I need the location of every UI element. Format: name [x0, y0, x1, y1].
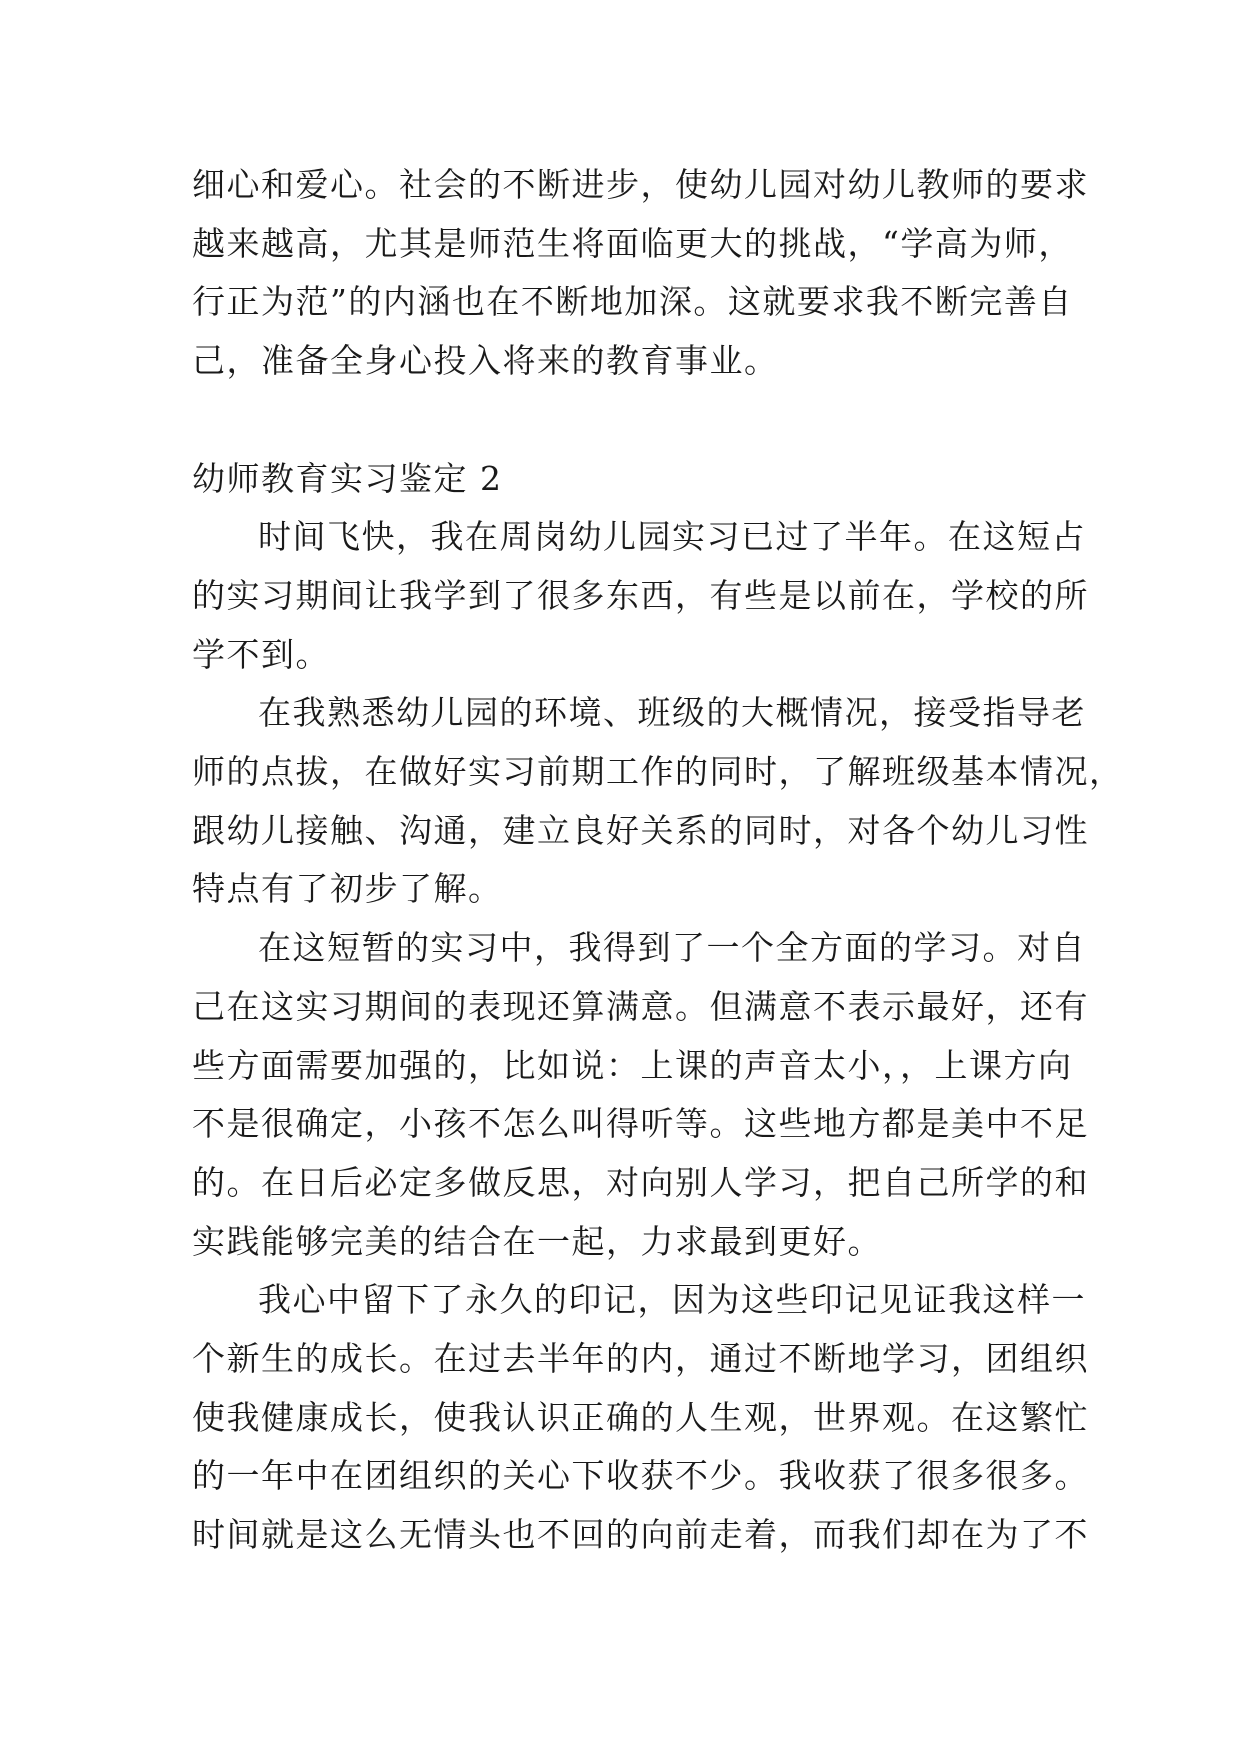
section-title [192, 450, 1072, 509]
text-line: 不是很确定，小孩不怎么叫得听等。这些地方都是美中不足 [192, 1104, 1089, 1144]
text-line: 己，准备全身心投入将来的教育事业。 [192, 341, 779, 381]
text-line: 时间就是这么无情头也不回的向前走着，而我们却在为了不 [192, 1515, 1089, 1555]
paragraph-4 [192, 1271, 1089, 1565]
text-line: 学不到。 [192, 634, 330, 674]
document-body [192, 156, 1124, 1565]
paragraph-3 [192, 919, 1089, 1271]
paragraph-2 [192, 684, 1124, 919]
text-line: 我心中留下了永久的印记，因为这些印记见证我这样一 [258, 1280, 1086, 1320]
text-line: 行正为范”的内涵也在不断地加深。这就要求我不断完善自 [192, 282, 1073, 322]
text-line: 在这短暂的实习中，我得到了一个全方面的学习。对自 [258, 928, 1086, 968]
text-line: 特点有了初步了解。 [192, 869, 503, 909]
text-line: 的实习期间让我学到了很多东西，有些是以前在，学校的所 [192, 575, 1089, 615]
paragraph-1 [192, 508, 1089, 684]
text-line: 细心和爱心。社会的不断进步，使幼儿园对幼儿教师的要求 [192, 165, 1089, 204]
text-line: 跟幼儿接触、沟通，建立良好关系的同时，对各个幼儿习性 [192, 810, 1089, 850]
text-line: 的。在日后必定多做反思，对向别人学习，把自己所学的和 [192, 1162, 1089, 1202]
text-line: 在我熟悉幼儿园的环境、班级的大概情况，接受指导老 [258, 693, 1086, 733]
continuation-paragraph [192, 156, 1089, 391]
text-line: 越来越高，尤其是师范生将面临更大的挑战，“学高为师， [192, 223, 1073, 263]
text-line: 己在这实习期间的表现还算满意。但满意不表示最好，还有 [192, 986, 1089, 1026]
text-line: 实践能够完美的结合在一起，力求最到更好。 [192, 1221, 882, 1261]
text-line: 些方面需要加强的，比如说：上课的声音太小，，上课方向 [192, 1045, 1073, 1085]
text-line: 时间飞快，我在周岗幼儿园实习已过了半年。在这短占 [258, 517, 1086, 557]
text-line: 师的点拔，在做好实习前期工作的同时，了解班级基本情况， [192, 752, 1124, 792]
section-title-text: 幼师教育实习鉴定 2 [192, 458, 503, 498]
text-line: 使我健康成长，使我认识正确的人生观，世界观。在这繁忙 [192, 1397, 1089, 1437]
text-line: 个新生的成长。在过去半年的内，通过不断地学习，团组织 [192, 1339, 1089, 1379]
text-line: 的一年中在团组织的关心下收获不少。我收获了很多很多。 [192, 1456, 1089, 1496]
